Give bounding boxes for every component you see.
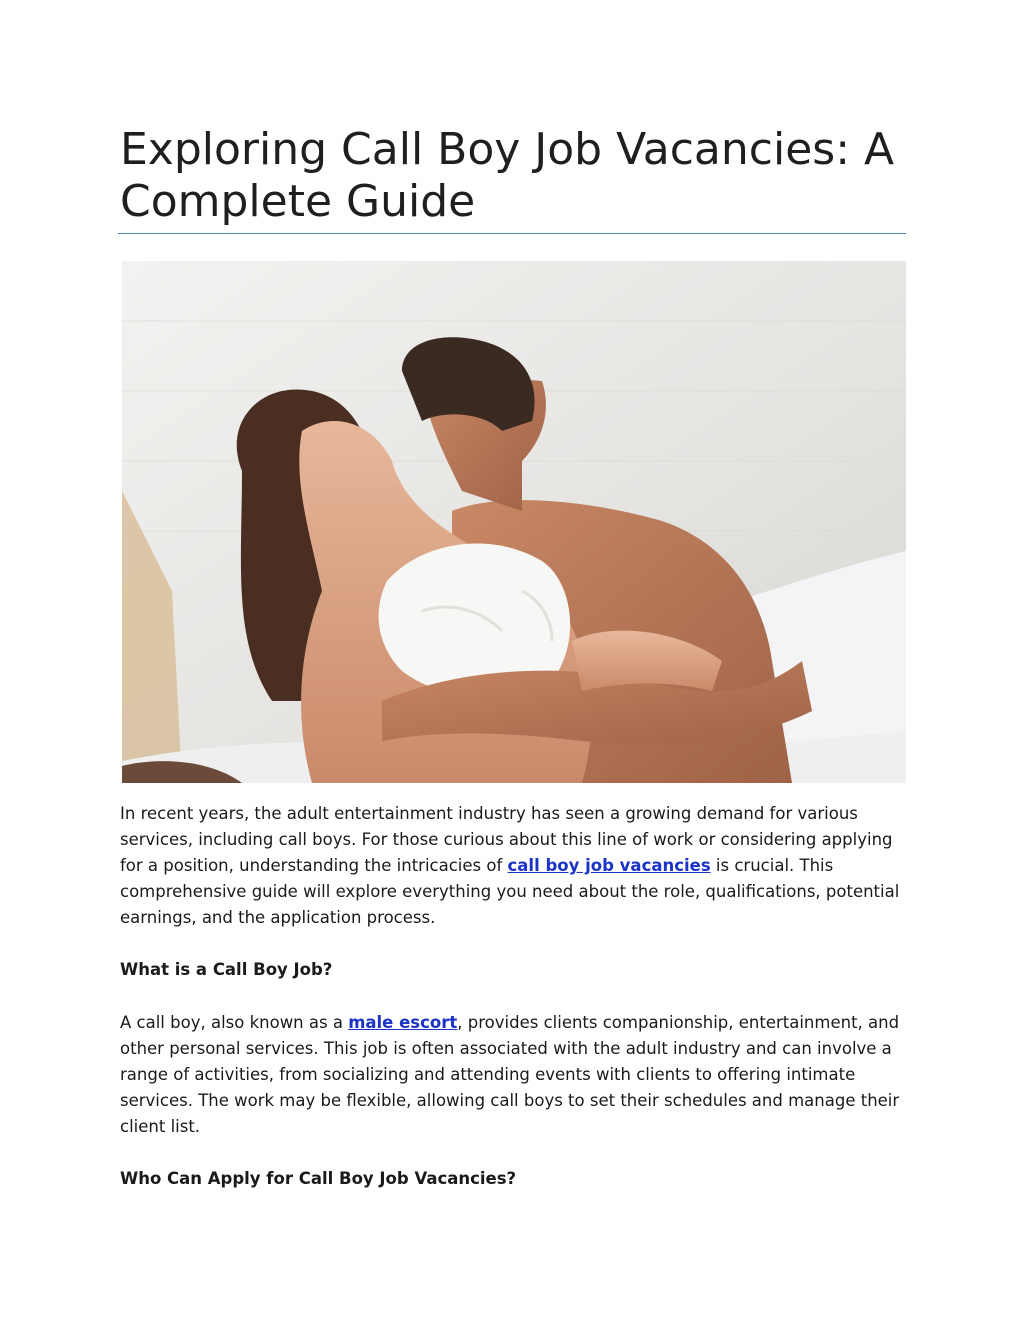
- article-photo: [122, 261, 906, 783]
- section1-paragraph: [120, 1010, 910, 1140]
- article-title: Exploring Call Boy Job Vacancies: A Complete Guide: [120, 124, 895, 227]
- intro-text-before: In recent years, the adult entertainment industry has seen a growing demand for various services, including call boys. For those curious about this line of work or considering applying for a position, understanding the intricacies of: [120, 804, 893, 875]
- intro-text-after: is crucial. This comprehensive guide will explore everything you need about the role, qualifications, potential earnings, and the application process.: [120, 856, 900, 927]
- section1-text-before: A call boy, also known as a: [120, 1013, 349, 1032]
- intro-paragraph: [120, 801, 910, 931]
- section-heading-what-is: What is a Call Boy Job?: [120, 960, 333, 979]
- male-escort-link[interactable]: male escort: [348, 1013, 458, 1032]
- section1-text-after: , provides clients companionship, entertainment, and other personal services. This job is often associated with the adult industry and can involve a range of activities, from socializing and attending events with clients to offering intimate services. The work may be flexible, allowing call boys to set their schedules and manage their client list.: [120, 1013, 900, 1136]
- call-boy-job-vacancies-link[interactable]: call boy job vacancies: [507, 856, 711, 875]
- title-divider: [118, 233, 906, 234]
- section-heading-who-can-apply: Who Can Apply for Call Boy Job Vacancies?: [120, 1169, 517, 1188]
